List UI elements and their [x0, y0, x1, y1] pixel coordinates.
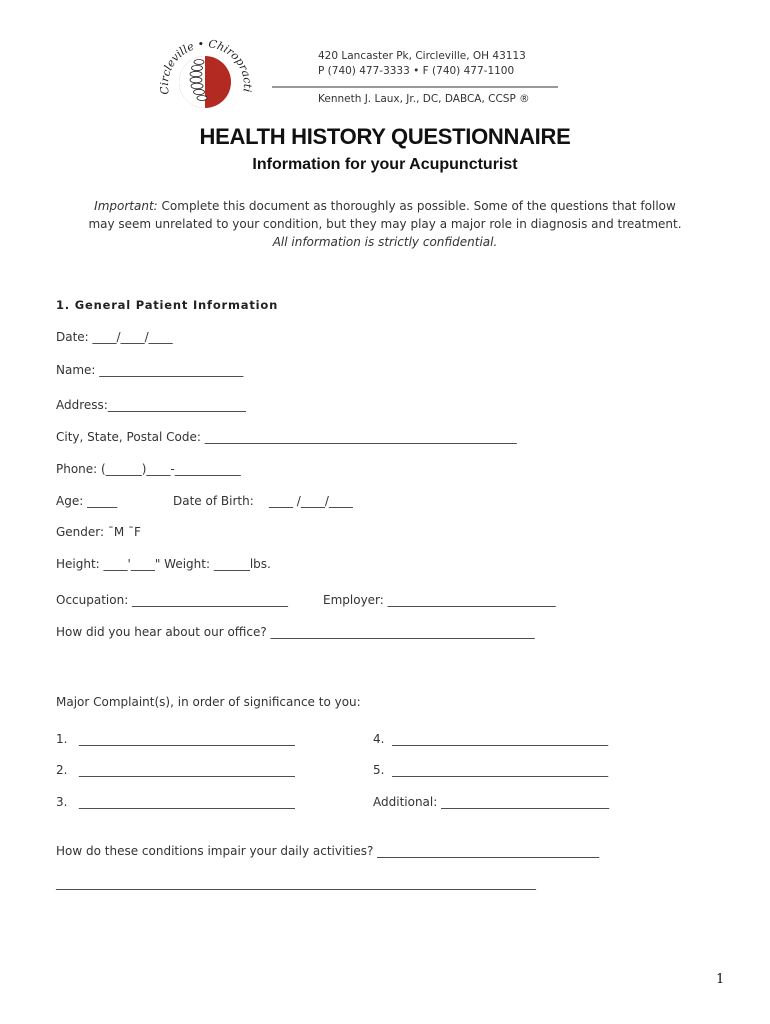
intro-lead: Important:	[94, 199, 158, 213]
intro-line-2: may seem unrelated to your condition, but they may play a major role in diagnosis and treatment.	[88, 217, 682, 231]
intro-line-1: Complete this document as thoroughly as possible. Some of the questions that follow	[157, 199, 676, 213]
address-line-1: 420 Lancaster Pk, Circleville, OH 43113	[318, 50, 526, 62]
phone-fax-line: P (740) 477-3333 • F (740) 477-1100	[318, 65, 515, 77]
chiropractic-center-logo	[155, 32, 255, 124]
referral-field[interactable]: How did you hear about our office? ____________________________________________	[56, 625, 535, 639]
doctor-credentials: Kenneth J. Laux, Jr., DC, DABCA, CCSP ®	[318, 93, 530, 105]
date-field[interactable]: Date: ____/____/____	[56, 330, 173, 344]
complaint-3-field[interactable]: 3. ____________________________________	[56, 795, 295, 809]
clinic-address	[318, 49, 526, 79]
complaint-4-field[interactable]: 4. ____________________________________	[373, 732, 609, 746]
complaint-5-field[interactable]: 5. ____________________________________	[373, 763, 609, 777]
phone-field[interactable]: Phone: (______)____-___________	[56, 462, 241, 476]
employer-field[interactable]: Employer: ____________________________	[323, 593, 556, 607]
daily-impairment-field[interactable]: How do these conditions impair your daily activities? _____________________________________	[56, 844, 600, 858]
page-subtitle: Information for your Acupuncturist	[252, 156, 518, 173]
page-title: HEALTH HISTORY QUESTIONNAIRE	[199, 124, 571, 149]
logo-ring-text: Circleville • Chiropracti	[157, 37, 255, 96]
daily-impairment-continuation[interactable]: ________________________________________________________________________________	[56, 876, 536, 890]
page-number: 1	[716, 972, 725, 987]
intro-paragraph	[40, 197, 730, 251]
header-divider	[272, 86, 558, 88]
height-weight-field[interactable]: Height: ____'____" Weight: ______lbs.	[56, 557, 271, 571]
gender-field[interactable]: Gender: ¯M ¯F	[56, 525, 141, 539]
name-field[interactable]: Name: ________________________	[56, 363, 244, 377]
city-state-postal-field[interactable]: City, State, Postal Code: ____________________________________________________	[56, 430, 517, 444]
complaint-2-field[interactable]: 2. ____________________________________	[56, 763, 295, 777]
intro-line-3: All information is strictly confidential.	[272, 235, 498, 249]
date-of-birth-field[interactable]: Date of Birth: ____ /____/____	[173, 494, 353, 508]
complaints-heading: Major Complaint(s), in order of significance to you:	[56, 695, 361, 709]
complaint-1-field[interactable]: 1. ____________________________________	[56, 732, 295, 746]
address-field[interactable]: Address:_______________________	[56, 398, 246, 412]
complaint-additional-field[interactable]: Additional: ____________________________	[373, 795, 610, 809]
occupation-field[interactable]: Occupation: __________________________	[56, 593, 289, 607]
section-heading-general-info: 1. General Patient Information	[56, 298, 279, 312]
age-field[interactable]: Age: _____	[56, 494, 118, 508]
